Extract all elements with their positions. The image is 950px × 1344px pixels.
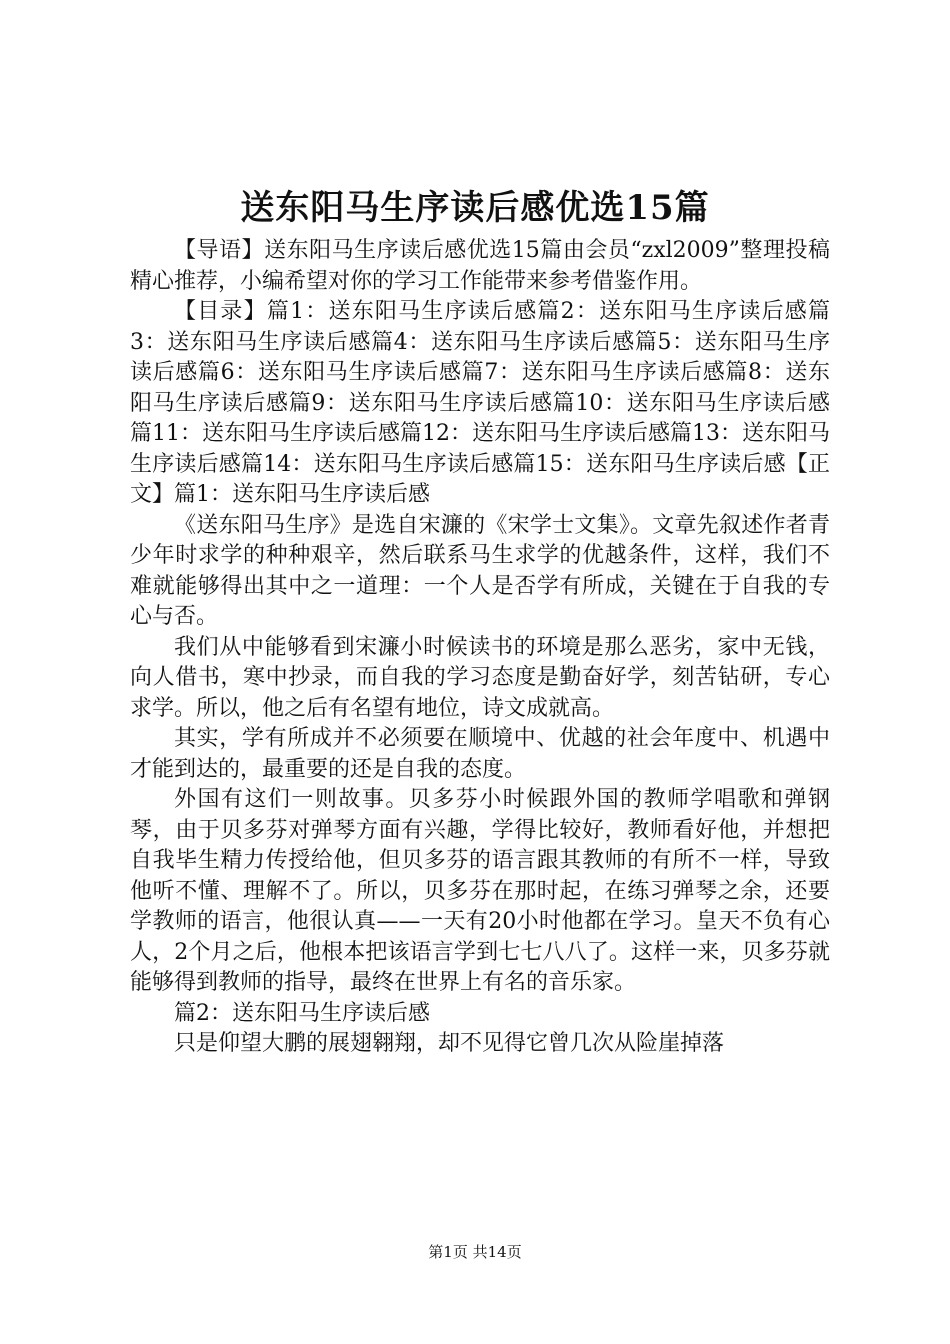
body-paragraph: 其实，学有所成并不必须要在顺境中、优越的社会年度中、机遇中才能到达的，最重要的还是自我的态度。 [130, 726, 830, 782]
body-paragraph: 只是仰望大鹏的展翅翱翔，却不见得它曾几次从险崖掉落 [174, 1031, 725, 1056]
body-paragraph: 外国有这们一则故事。贝多芬小时候跟外国的教师学唱歌和弹钢琴，由于贝多芬对弹琴方面有兴趣，学得比较好，教师看好他，并想把自我毕生精力传授给他，但贝多芬的语言跟其教师的有所不一样，导致他听不懂、理解不了。所以，贝多芬在那时起，在练习弹琴之余，还要学教师的语言，他很认真——一天有20小时他都在学习。皇天不负有心人，2个月之后，他根本把该语言学到七七八八了。这样一来，贝多芬就能够得到教师的指导，最终在世界上有名的音乐家。 [130, 787, 830, 995]
document-title: 送东阳马生序读后感优选15篇 [240, 188, 710, 228]
table-of-contents-paragraph: 【目录】篇1：送东阳马生序读后感篇2：送东阳马生序读后感篇3：送东阳马生序读后感篇4：送东阳马生序读后感篇5：送东阳马生序读后感篇6：送东阳马生序读后感篇7：送东阳马生序读后感篇8：送东阳马生序读后感篇9：送东阳马生序读后感篇10：送东阳马生序读后感篇11：送东阳马生序读后感篇12：送东阳马生序读后感篇13：送东阳马生序读后感篇14：送东阳马生序读后感篇15：送东阳马生序读后感【正文】篇1：送东阳马生序读后感 [130, 299, 830, 507]
document-body [130, 236, 830, 1060]
body-paragraph: 《送东阳马生序》是选自宋濂的《宋学士文集》。文章先叙述作者青少年时求学的种种艰辛，然后联系马生求学的优越条件，这样，我们不难就能够得出其中之一道理：一个人是否学有所成，关键在于自我的专心与否。 [130, 512, 830, 629]
section-heading: 篇2：送东阳马生序读后感 [174, 1000, 430, 1026]
intro-paragraph: 【导语】送东阳马生序读后感优选15篇由会员“zxl2009”整理投稿精心推荐，小编希望对你的学习工作能带来参考借鉴作用。 [130, 238, 830, 294]
page-footer: 第1页 共14页 [428, 1243, 522, 1261]
body-paragraph: 我们从中能够看到宋濂小时候读书的环境是那么恶劣，家中无钱，向人借书，寒中抄录，而自我的学习态度是勤奋好学，刻苦钻研，专心求学。所以，他之后有名望有地位，诗文成就高。 [130, 634, 830, 721]
